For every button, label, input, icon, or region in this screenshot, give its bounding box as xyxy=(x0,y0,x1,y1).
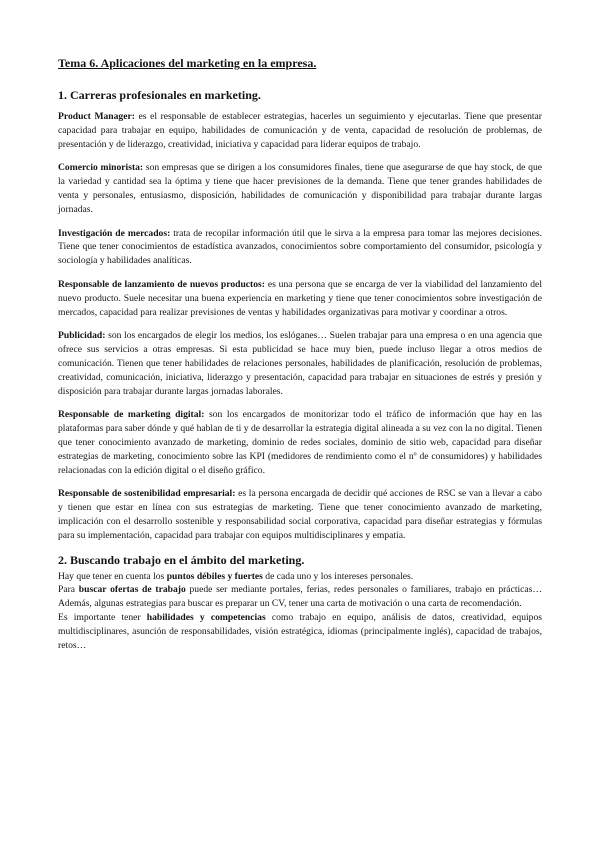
text: Para xyxy=(58,584,79,596)
term: Product Manager: xyxy=(58,111,135,122)
definition: son los encargados de monitorizar todo el tráfico de información que hay en las plataformas para saber dónde y qué hablan de ti y de desarrollar la estrategia digital alineada a su vez con la no digital. Tienen que tener conocimiento avanzado de marketing, dominio de redes sociales, dominio de sitio web, capacidad para diseñar estrategias de marketing, conocimiento sobre las KPI (medidores de rendimiento como el nº de consumidores) y habilidades relacionadas con la edición digital o el diseño gráfico. xyxy=(58,409,542,476)
document-page xyxy=(58,56,542,652)
definition: son los encargados de elegir los medios, los eslóganes… Suelen trabajar para una empresa o en una agencia que ofrece sus servicios a otras empresas. Si esta publicidad se hace muy bien, puede incluso llegar a otros medios de comunicación. Tienen que tener habilidades de relaciones personales, habilidades de planificación, resolución de problemas, creatividad, comunicación, iniciativa, liderazgo y presentación, capacidad para trabajar en situaciones de estrés y presión y disposición para trabajar durante largas jornadas laborales. xyxy=(58,330,542,397)
paragraph-publicidad xyxy=(58,329,542,398)
term: Responsable de lanzamiento de nuevos productos: xyxy=(58,278,265,290)
paragraph-sostenibilidad xyxy=(58,487,542,542)
term: Comercio minorista: xyxy=(58,162,144,174)
paragraph-investigacion-mercados xyxy=(58,227,542,268)
text: Hay que tener en cuenta los xyxy=(58,570,167,582)
document-title: Tema 6. Aplicaciones del marketing en la empresa. xyxy=(58,56,317,70)
paragraph-lanzamiento-productos xyxy=(58,278,542,319)
text: Es importante tener xyxy=(58,611,147,623)
section-job-search xyxy=(58,553,542,653)
paragraph-product-manager xyxy=(58,110,542,151)
text: como trabajo en equipo, análisis de datos, creatividad, equipos multidisciplinares, asunción de responsabilidades, visión estratégica, idiomas (principalmente inglés), capacidad de trabajos, retos… xyxy=(58,611,542,651)
paragraph-comercio-minorista xyxy=(58,161,542,216)
definition: es el responsable de establecer estrategias, hacerles un seguimiento y ejecutarlas. Tiene que presentar capacidad para trabajar en equipo, habilidades de comunicación y de venta, capacidad de resolución de problemas, de presentación y de liderazgo, creatividad, iniciativa y capacidad para liderar equipos de trabajo. xyxy=(58,111,542,150)
text: de cada uno y los intereses personales. xyxy=(262,570,414,582)
paragraph-habilidades xyxy=(58,611,542,652)
paragraph-marketing-digital xyxy=(58,408,542,477)
section-careers xyxy=(58,88,542,543)
definition: es una persona que se encarga de ver la viabilidad del lanzamiento del nuevo producto. Suele necesitar una buena experiencia en marketing y tiene que tener conocimientos sobre investigación de mercados, capacidad para realizar previsiones de ventas y habilidades organizativas para motivar y coordinar a otros. xyxy=(58,278,542,318)
section-heading: 1. Carreras profesionales en marketing. xyxy=(58,88,261,102)
paragraph-ofertas xyxy=(58,583,542,611)
definition: trata de recopilar información útil que le sirva a la empresa para tomar las mejores decisiones. Tiene que tener conocimientos de estadística avanzados, conocimientos sobre comportamiento del consumidor, psicología y sociología y habilidades analíticas. xyxy=(58,227,542,267)
term: Investigación de mercados: xyxy=(58,227,171,239)
definition: son empresas que se dirigen a los consumidores finales, tiene que asegurarse de que hay stock, de que la variedad y cantidad sea la óptima y tiene que hacer previsiones de la demanda. Tiene que tener grandes habilidades de venta y personales, entusiasmo, disposición, habilidades de comunicación y disponibilidad para trabajar durante largas jornadas. xyxy=(58,162,543,215)
term: Responsable de marketing digital: xyxy=(58,409,205,421)
definition: es la persona encargada de decidir qué acciones de RSC se van a llevar a cabo y tienen que estar en línea con sus estrategias de marketing. Tiene que tener conocimiento avanzado de marketing, implicación con el desarrollo sostenible y responsabilidad social corporativa, capacidad para diseñar estrategias y fórmulas para su implementación, capacidad para trabajar con equipos multidisciplinares y empatía. xyxy=(58,488,542,541)
paragraph-puntos xyxy=(58,570,542,584)
text: puede ser mediante portales, ferias, redes personales o familiares, trabajo en prácticas… Además, algunas estrategias para buscar es preparar un CV, tener una carta de motivación o una carta de recomendación. xyxy=(58,584,542,610)
term: habilidades y competencias xyxy=(146,611,266,623)
term: Publicidad: xyxy=(58,330,106,342)
term: buscar ofertas de trabajo xyxy=(78,584,186,596)
term: Responsable de sostenibilidad empresarial: xyxy=(58,488,236,500)
section-heading: 2. Buscando trabajo en el ámbito del marketing. xyxy=(58,552,305,567)
term: puntos débiles y fuertes xyxy=(166,570,263,582)
